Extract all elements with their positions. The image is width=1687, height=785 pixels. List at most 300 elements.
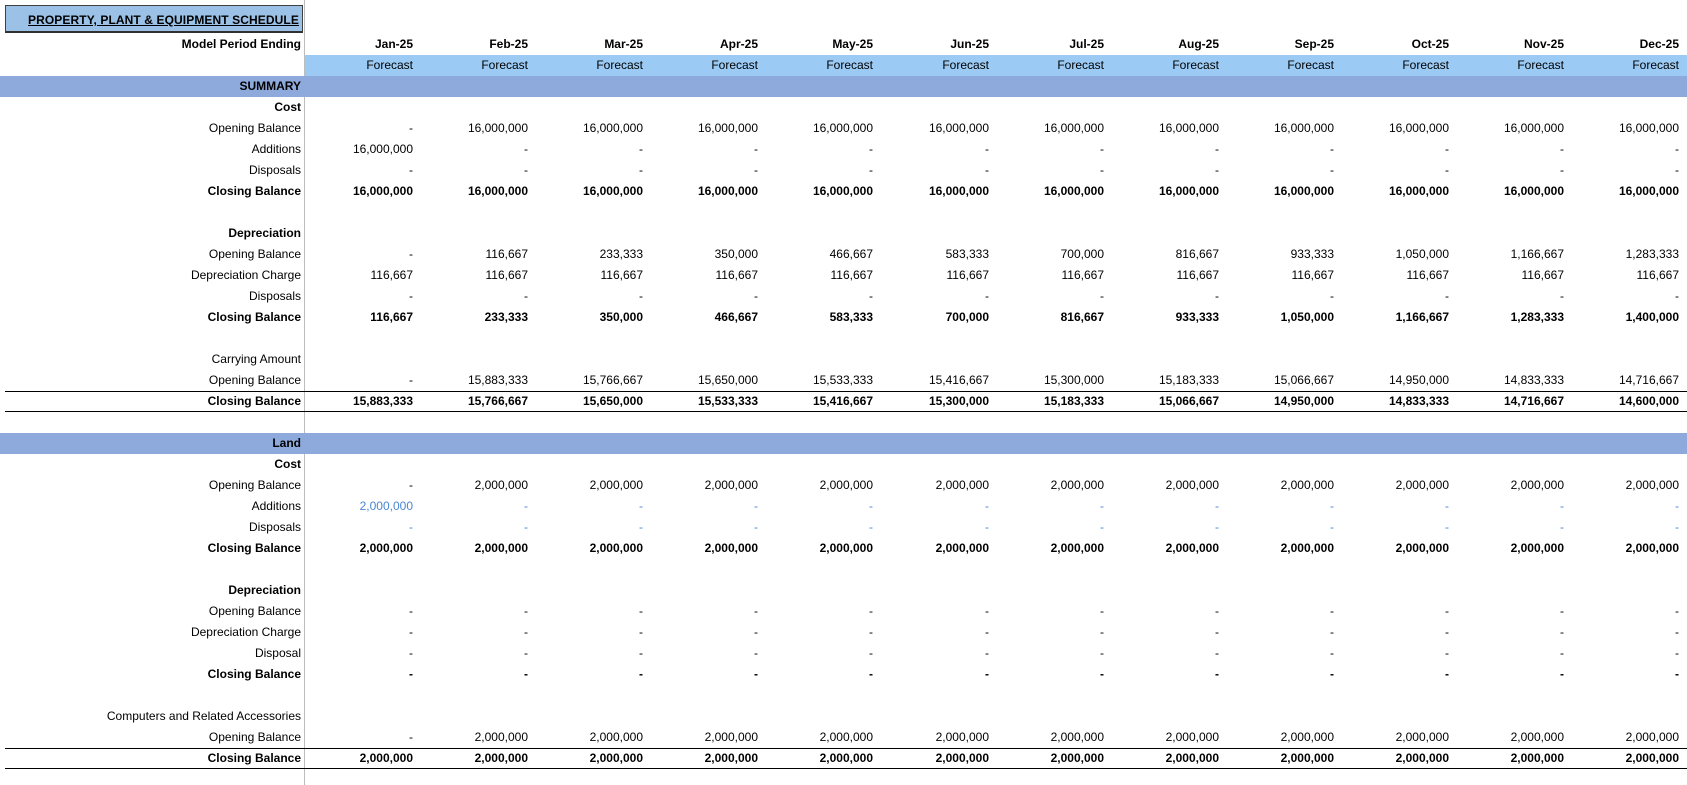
value-cell[interactable]: -	[1215, 142, 1219, 156]
value-cell[interactable]: 116,667	[946, 268, 989, 282]
value-cell[interactable]: 466,667	[829, 247, 873, 261]
value-cell[interactable]: 2,000,000	[1395, 730, 1449, 744]
value-cell[interactable]: 15,416,667	[812, 394, 873, 408]
value-cell[interactable]: -	[985, 625, 989, 639]
value-cell[interactable]: 16,000,000	[1273, 121, 1334, 135]
value-cell[interactable]: 15,883,333	[467, 373, 528, 387]
forecast-cell[interactable]: Forecast	[1057, 58, 1104, 72]
value-cell[interactable]: 16,000,000	[1043, 121, 1104, 135]
forecast-cell[interactable]: Forecast	[1632, 58, 1679, 72]
value-cell[interactable]: -	[869, 289, 873, 303]
value-cell[interactable]: -	[754, 289, 758, 303]
value-cell[interactable]: 2,000,000	[1165, 541, 1219, 555]
value-cell[interactable]: -	[985, 646, 989, 660]
value-cell[interactable]: 116,667	[370, 268, 413, 282]
value-cell[interactable]: 583,333	[945, 247, 989, 261]
value-cell[interactable]: -	[1675, 499, 1679, 513]
value-cell[interactable]: 2,000,000	[819, 751, 873, 765]
row-label[interactable]: Additions	[251, 499, 301, 513]
value-cell[interactable]: -	[639, 520, 643, 534]
value-cell[interactable]: -	[1215, 646, 1219, 660]
value-cell[interactable]: 116,667	[1061, 268, 1104, 282]
value-cell[interactable]: 2,000,000	[704, 478, 758, 492]
value-cell[interactable]: 14,833,333	[1388, 394, 1449, 408]
value-cell[interactable]: -	[409, 646, 413, 660]
value-cell[interactable]: -	[1675, 520, 1679, 534]
value-cell[interactable]: -	[1445, 499, 1449, 513]
value-cell[interactable]: 16,000,000	[1273, 184, 1334, 198]
table-row	[0, 265, 1687, 286]
value-cell[interactable]: 2,000,000	[1395, 541, 1449, 555]
value-cell[interactable]: -	[409, 247, 413, 261]
table-row	[0, 307, 1687, 328]
value-cell[interactable]: -	[639, 289, 643, 303]
value-cell[interactable]: 933,333	[1290, 247, 1334, 261]
value-cell[interactable]: -	[1560, 604, 1564, 618]
value-cell[interactable]: 116,667	[1521, 268, 1564, 282]
value-cell[interactable]: -	[409, 121, 413, 135]
value-cell[interactable]: -	[524, 625, 528, 639]
value-cell[interactable]: 15,766,667	[467, 394, 528, 408]
value-cell[interactable]: -	[1445, 625, 1449, 639]
value-cell[interactable]: -	[1330, 604, 1334, 618]
value-cell[interactable]: 16,000,000	[467, 121, 528, 135]
row-label[interactable]: Opening Balance	[208, 121, 301, 135]
value-cell[interactable]: -	[409, 373, 413, 387]
value-cell[interactable]: -	[754, 499, 758, 513]
month-header[interactable]: Apr-25	[719, 37, 758, 51]
value-cell[interactable]: -	[1330, 499, 1334, 513]
value-cell[interactable]: 14,833,333	[1503, 373, 1564, 387]
value-cell[interactable]: -	[1215, 499, 1219, 513]
table-row	[0, 496, 1687, 517]
value-cell[interactable]: 2,000,000	[359, 499, 413, 513]
value-cell[interactable]: 16,000,000	[467, 184, 528, 198]
value-cell[interactable]: -	[639, 604, 643, 618]
value-cell[interactable]: -	[1675, 289, 1679, 303]
value-cell[interactable]: 14,600,000	[1618, 394, 1679, 408]
value-cell[interactable]: 2,000,000	[1050, 751, 1104, 765]
value-cell[interactable]: 15,066,667	[1158, 394, 1219, 408]
value-cell[interactable]: 1,283,333	[1510, 310, 1564, 324]
value-cell[interactable]: 1,166,667	[1395, 310, 1449, 324]
forecast-cell[interactable]: Forecast	[942, 58, 989, 72]
row-label[interactable]: Additions	[251, 142, 301, 156]
value-cell[interactable]: 700,000	[1060, 247, 1104, 261]
forecast-cell[interactable]: Forecast	[596, 58, 643, 72]
value-cell[interactable]: 15,183,333	[1158, 373, 1219, 387]
value-cell[interactable]: 2,000,000	[1625, 541, 1679, 555]
schedule-title: PROPERTY, PLANT & EQUIPMENT SCHEDULE	[28, 13, 299, 27]
value-cell[interactable]: 350,000	[599, 310, 643, 324]
value-cell[interactable]: -	[1330, 625, 1334, 639]
value-cell[interactable]: 116,667	[1406, 268, 1449, 282]
value-cell[interactable]: -	[524, 289, 528, 303]
value-cell[interactable]: 15,650,000	[582, 394, 643, 408]
row-label[interactable]: Computers and Related Accessories	[106, 709, 301, 723]
month-header[interactable]: Nov-25	[1523, 37, 1564, 51]
value-cell[interactable]: -	[639, 499, 643, 513]
value-cell[interactable]: 1,050,000	[1280, 310, 1334, 324]
row-label[interactable]: SUMMARY	[239, 79, 301, 93]
value-cell[interactable]: -	[869, 163, 873, 177]
value-cell[interactable]: -	[409, 730, 413, 744]
value-cell[interactable]: 15,883,333	[352, 394, 413, 408]
value-cell[interactable]: -	[1100, 499, 1104, 513]
value-cell[interactable]: 16,000,000	[812, 121, 873, 135]
table-row	[0, 139, 1687, 160]
row-label[interactable]: Carrying Amount	[211, 352, 301, 366]
month-header[interactable]: May-25	[832, 37, 873, 51]
value-cell[interactable]: -	[1560, 142, 1564, 156]
row-label[interactable]: Land	[272, 436, 301, 450]
row-label[interactable]: Disposals	[248, 520, 301, 534]
row-label[interactable]: Closing Balance	[207, 394, 301, 408]
value-cell[interactable]: -	[1560, 667, 1564, 681]
value-cell[interactable]: 16,000,000	[1618, 184, 1679, 198]
value-cell[interactable]: 16,000,000	[1158, 184, 1219, 198]
value-cell[interactable]: -	[985, 163, 989, 177]
value-cell[interactable]: 2,000,000	[704, 730, 758, 744]
value-cell[interactable]: -	[639, 625, 643, 639]
value-cell[interactable]: 2,000,000	[1625, 751, 1679, 765]
value-cell[interactable]: 15,533,333	[812, 373, 873, 387]
value-cell[interactable]: -	[1675, 163, 1679, 177]
value-cell[interactable]: 2,000,000	[474, 478, 528, 492]
value-cell[interactable]: -	[1560, 646, 1564, 660]
value-cell[interactable]: 2,000,000	[474, 541, 528, 555]
value-cell[interactable]: -	[1330, 163, 1334, 177]
value-cell[interactable]: 116,667	[485, 247, 528, 261]
forecast-cell[interactable]: Forecast	[481, 58, 528, 72]
value-cell[interactable]: 15,066,667	[1273, 373, 1334, 387]
value-cell[interactable]: -	[754, 163, 758, 177]
value-cell[interactable]: -	[1100, 667, 1104, 681]
value-cell[interactable]: -	[869, 520, 873, 534]
value-cell[interactable]: -	[1675, 667, 1679, 681]
value-cell[interactable]: -	[754, 604, 758, 618]
value-cell[interactable]: 15,183,333	[1043, 394, 1104, 408]
row-label[interactable]: Depreciation	[228, 226, 301, 240]
value-cell[interactable]: -	[869, 142, 873, 156]
value-cell[interactable]: -	[754, 646, 758, 660]
value-cell[interactable]: -	[1100, 625, 1104, 639]
value-cell[interactable]: 2,000,000	[589, 541, 643, 555]
forecast-cell[interactable]: Forecast	[1172, 58, 1219, 72]
value-cell[interactable]: 16,000,000	[1618, 121, 1679, 135]
value-cell[interactable]: -	[1445, 520, 1449, 534]
value-cell[interactable]: -	[1330, 646, 1334, 660]
value-cell[interactable]: 15,300,000	[928, 394, 989, 408]
value-cell[interactable]: 2,000,000	[1050, 478, 1104, 492]
row-label[interactable]: Closing Balance	[207, 667, 301, 681]
value-cell[interactable]: 16,000,000	[582, 121, 643, 135]
value-cell[interactable]: 2,000,000	[1165, 730, 1219, 744]
value-cell[interactable]: -	[409, 163, 413, 177]
value-cell[interactable]: -	[1675, 142, 1679, 156]
value-cell[interactable]: -	[1560, 625, 1564, 639]
value-cell[interactable]: 16,000,000	[928, 184, 989, 198]
value-cell[interactable]: -	[754, 667, 758, 681]
value-cell[interactable]: -	[869, 499, 873, 513]
month-header[interactable]: Mar-25	[604, 37, 643, 51]
value-cell[interactable]: 14,716,667	[1618, 373, 1679, 387]
value-cell[interactable]: -	[1100, 142, 1104, 156]
value-cell[interactable]: 466,667	[714, 310, 758, 324]
value-cell[interactable]: -	[985, 289, 989, 303]
value-cell[interactable]: -	[985, 520, 989, 534]
value-cell[interactable]: 16,000,000	[812, 184, 873, 198]
value-cell[interactable]: 1,166,667	[1510, 247, 1564, 261]
row-label[interactable]: Closing Balance	[207, 184, 301, 198]
value-cell[interactable]: 2,000,000	[1165, 478, 1219, 492]
value-cell[interactable]: 16,000,000	[352, 184, 413, 198]
value-cell[interactable]: 1,400,000	[1625, 310, 1679, 324]
value-cell[interactable]: -	[409, 667, 413, 681]
value-cell[interactable]: 14,950,000	[1388, 373, 1449, 387]
value-cell[interactable]: -	[1100, 604, 1104, 618]
value-cell[interactable]: -	[985, 499, 989, 513]
value-cell[interactable]: 2,000,000	[935, 478, 989, 492]
value-cell[interactable]: -	[1100, 163, 1104, 177]
month-header[interactable]: Jan-25	[374, 37, 413, 51]
value-cell[interactable]: 2,000,000	[1280, 751, 1334, 765]
value-cell[interactable]: -	[1675, 604, 1679, 618]
row-label[interactable]: Opening Balance	[208, 604, 301, 618]
row-label[interactable]: Disposal	[254, 646, 301, 660]
month-header[interactable]: Jun-25	[950, 37, 989, 51]
value-cell[interactable]: 2,000,000	[359, 541, 413, 555]
value-cell[interactable]: -	[409, 478, 413, 492]
value-cell[interactable]: 2,000,000	[1165, 751, 1219, 765]
value-cell[interactable]: 2,000,000	[1280, 541, 1334, 555]
value-cell[interactable]: 116,667	[715, 268, 758, 282]
value-cell[interactable]: 116,667	[1636, 268, 1679, 282]
value-cell[interactable]: -	[1560, 163, 1564, 177]
value-cell[interactable]: 116,667	[485, 268, 528, 282]
month-header[interactable]: Sep-25	[1294, 37, 1334, 51]
value-cell[interactable]: 14,950,000	[1273, 394, 1334, 408]
value-cell[interactable]: 116,667	[830, 268, 873, 282]
value-cell[interactable]: 2,000,000	[935, 751, 989, 765]
value-cell[interactable]: 2,000,000	[935, 730, 989, 744]
value-cell[interactable]: -	[1215, 520, 1219, 534]
value-cell[interactable]: -	[1215, 625, 1219, 639]
forecast-cell[interactable]: Forecast	[1402, 58, 1449, 72]
value-cell[interactable]: -	[1330, 667, 1334, 681]
value-cell[interactable]: 116,667	[370, 310, 413, 324]
value-cell[interactable]: -	[409, 604, 413, 618]
value-cell[interactable]: -	[1215, 604, 1219, 618]
value-cell[interactable]: 16,000,000	[582, 184, 643, 198]
month-header[interactable]: Oct-25	[1411, 37, 1449, 51]
value-cell[interactable]: 1,050,000	[1395, 247, 1449, 261]
value-cell[interactable]: -	[1675, 625, 1679, 639]
value-cell[interactable]: -	[639, 142, 643, 156]
value-cell[interactable]: -	[639, 163, 643, 177]
value-cell[interactable]: 233,333	[599, 247, 643, 261]
value-cell[interactable]: -	[1445, 646, 1449, 660]
value-cell[interactable]: -	[985, 667, 989, 681]
row-label[interactable]: Closing Balance	[207, 751, 301, 765]
value-cell[interactable]: 16,000,000	[1388, 184, 1449, 198]
model-period-row	[0, 34, 1687, 55]
value-cell[interactable]: 816,667	[1175, 247, 1219, 261]
forecast-cell[interactable]: Forecast	[711, 58, 758, 72]
row-label[interactable]: Opening Balance	[208, 730, 301, 744]
value-cell[interactable]: -	[869, 667, 873, 681]
value-cell[interactable]: 2,000,000	[474, 730, 528, 744]
value-cell[interactable]: 16,000,000	[352, 142, 413, 156]
table-row	[0, 118, 1687, 139]
value-cell[interactable]: 2,000,000	[474, 751, 528, 765]
value-cell[interactable]: -	[1215, 289, 1219, 303]
value-cell[interactable]: -	[1445, 289, 1449, 303]
value-cell[interactable]: -	[1560, 520, 1564, 534]
value-cell[interactable]: -	[409, 289, 413, 303]
value-cell[interactable]: 116,667	[1176, 268, 1219, 282]
value-cell[interactable]: -	[409, 625, 413, 639]
row-label[interactable]: Closing Balance	[207, 310, 301, 324]
value-cell[interactable]: 2,000,000	[935, 541, 989, 555]
row-label[interactable]: Opening Balance	[208, 478, 301, 492]
value-cell[interactable]: 15,766,667	[582, 373, 643, 387]
value-cell[interactable]: 15,416,667	[928, 373, 989, 387]
value-cell[interactable]: -	[1330, 520, 1334, 534]
value-cell[interactable]: -	[1330, 142, 1334, 156]
month-header[interactable]: Aug-25	[1178, 37, 1219, 51]
row-label[interactable]: Closing Balance	[207, 541, 301, 555]
value-cell[interactable]: 116,667	[600, 268, 643, 282]
row-label[interactable]: Cost	[274, 100, 301, 114]
value-cell[interactable]: 116,667	[1291, 268, 1334, 282]
value-cell[interactable]: 2,000,000	[1280, 478, 1334, 492]
value-cell[interactable]: 2,000,000	[1510, 730, 1564, 744]
value-cell[interactable]: -	[754, 142, 758, 156]
value-cell[interactable]: -	[639, 667, 643, 681]
value-cell[interactable]: 16,000,000	[1388, 121, 1449, 135]
row-label[interactable]: Depreciation Charge	[190, 625, 301, 639]
row-label[interactable]: Depreciation	[228, 583, 301, 597]
value-cell[interactable]: 2,000,000	[704, 541, 758, 555]
value-cell[interactable]: 2,000,000	[1510, 541, 1564, 555]
value-cell[interactable]: -	[1100, 520, 1104, 534]
value-cell[interactable]: 1,283,333	[1625, 247, 1679, 261]
value-cell[interactable]: 2,000,000	[1395, 751, 1449, 765]
row-label[interactable]: Depreciation Charge	[190, 268, 301, 282]
value-cell[interactable]: 583,333	[829, 310, 873, 324]
value-cell[interactable]: 233,333	[484, 310, 528, 324]
value-cell[interactable]: -	[1675, 646, 1679, 660]
value-cell[interactable]: -	[1560, 289, 1564, 303]
value-cell[interactable]: 2,000,000	[704, 751, 758, 765]
value-cell[interactable]: -	[869, 604, 873, 618]
value-cell[interactable]: -	[754, 625, 758, 639]
value-cell[interactable]: -	[1445, 604, 1449, 618]
value-cell[interactable]: 2,000,000	[589, 730, 643, 744]
value-cell[interactable]: -	[1445, 142, 1449, 156]
month-header[interactable]: Dec-25	[1639, 37, 1679, 51]
value-cell[interactable]: -	[1330, 289, 1334, 303]
value-cell[interactable]: 2,000,000	[1395, 478, 1449, 492]
month-header[interactable]: Feb-25	[489, 37, 528, 51]
month-header[interactable]: Jul-25	[1069, 37, 1104, 51]
value-cell[interactable]: -	[1215, 667, 1219, 681]
value-cell[interactable]: -	[1215, 163, 1219, 177]
value-cell[interactable]: -	[524, 163, 528, 177]
forecast-cell[interactable]: Forecast	[1287, 58, 1334, 72]
schedule-title-cell[interactable]	[5, 5, 303, 33]
value-cell[interactable]: 2,000,000	[589, 478, 643, 492]
row-label[interactable]: Disposals	[248, 163, 301, 177]
row-label[interactable]: Disposals	[248, 289, 301, 303]
value-cell[interactable]: 2,000,000	[1625, 730, 1679, 744]
value-cell[interactable]: 2,000,000	[819, 478, 873, 492]
value-cell[interactable]: 2,000,000	[819, 730, 873, 744]
value-cell[interactable]: -	[985, 142, 989, 156]
value-cell[interactable]: 15,300,000	[1043, 373, 1104, 387]
value-cell[interactable]: -	[1100, 289, 1104, 303]
value-cell[interactable]: 16,000,000	[697, 184, 758, 198]
value-cell[interactable]: -	[639, 646, 643, 660]
value-cell[interactable]: -	[524, 499, 528, 513]
value-cell[interactable]: 16,000,000	[1503, 121, 1564, 135]
value-cell[interactable]: 16,000,000	[697, 121, 758, 135]
value-cell[interactable]: 15,650,000	[697, 373, 758, 387]
value-cell[interactable]: 2,000,000	[1510, 478, 1564, 492]
value-cell[interactable]: 2,000,000	[1510, 751, 1564, 765]
value-cell[interactable]: -	[985, 604, 989, 618]
value-cell[interactable]: -	[1100, 646, 1104, 660]
value-cell[interactable]: -	[869, 625, 873, 639]
value-cell[interactable]: 2,000,000	[1280, 730, 1334, 744]
value-cell[interactable]: -	[524, 520, 528, 534]
row-label[interactable]: Opening Balance	[208, 373, 301, 387]
value-cell[interactable]: 2,000,000	[1625, 478, 1679, 492]
value-cell[interactable]: 16,000,000	[1503, 184, 1564, 198]
value-cell[interactable]: -	[409, 520, 413, 534]
value-cell[interactable]: 2,000,000	[1050, 541, 1104, 555]
value-cell[interactable]: -	[524, 142, 528, 156]
value-cell[interactable]: 16,000,000	[1158, 121, 1219, 135]
value-cell[interactable]: 16,000,000	[1043, 184, 1104, 198]
forecast-cell[interactable]: Forecast	[1517, 58, 1564, 72]
value-cell[interactable]: -	[754, 520, 758, 534]
value-cell[interactable]: 16,000,000	[928, 121, 989, 135]
value-cell[interactable]: 2,000,000	[819, 541, 873, 555]
value-cell[interactable]: -	[1560, 499, 1564, 513]
value-cell[interactable]: -	[1445, 163, 1449, 177]
value-cell[interactable]: 14,716,667	[1503, 394, 1564, 408]
value-cell[interactable]: 2,000,000	[589, 751, 643, 765]
row-label[interactable]: Opening Balance	[208, 247, 301, 261]
value-cell[interactable]: -	[524, 604, 528, 618]
value-cell[interactable]: 350,000	[714, 247, 758, 261]
value-cell[interactable]: 15,533,333	[697, 394, 758, 408]
value-cell[interactable]: -	[869, 646, 873, 660]
forecast-cell[interactable]: Forecast	[366, 58, 413, 72]
value-cell[interactable]: 816,667	[1060, 310, 1104, 324]
value-cell[interactable]: 933,333	[1175, 310, 1219, 324]
forecast-cell[interactable]: Forecast	[826, 58, 873, 72]
value-cell[interactable]: -	[524, 667, 528, 681]
row-label[interactable]: Cost	[274, 457, 301, 471]
value-cell[interactable]: 2,000,000	[359, 751, 413, 765]
value-cell[interactable]: 700,000	[945, 310, 989, 324]
value-cell[interactable]: 2,000,000	[1050, 730, 1104, 744]
value-cell[interactable]: -	[524, 646, 528, 660]
value-cell[interactable]: -	[1445, 667, 1449, 681]
